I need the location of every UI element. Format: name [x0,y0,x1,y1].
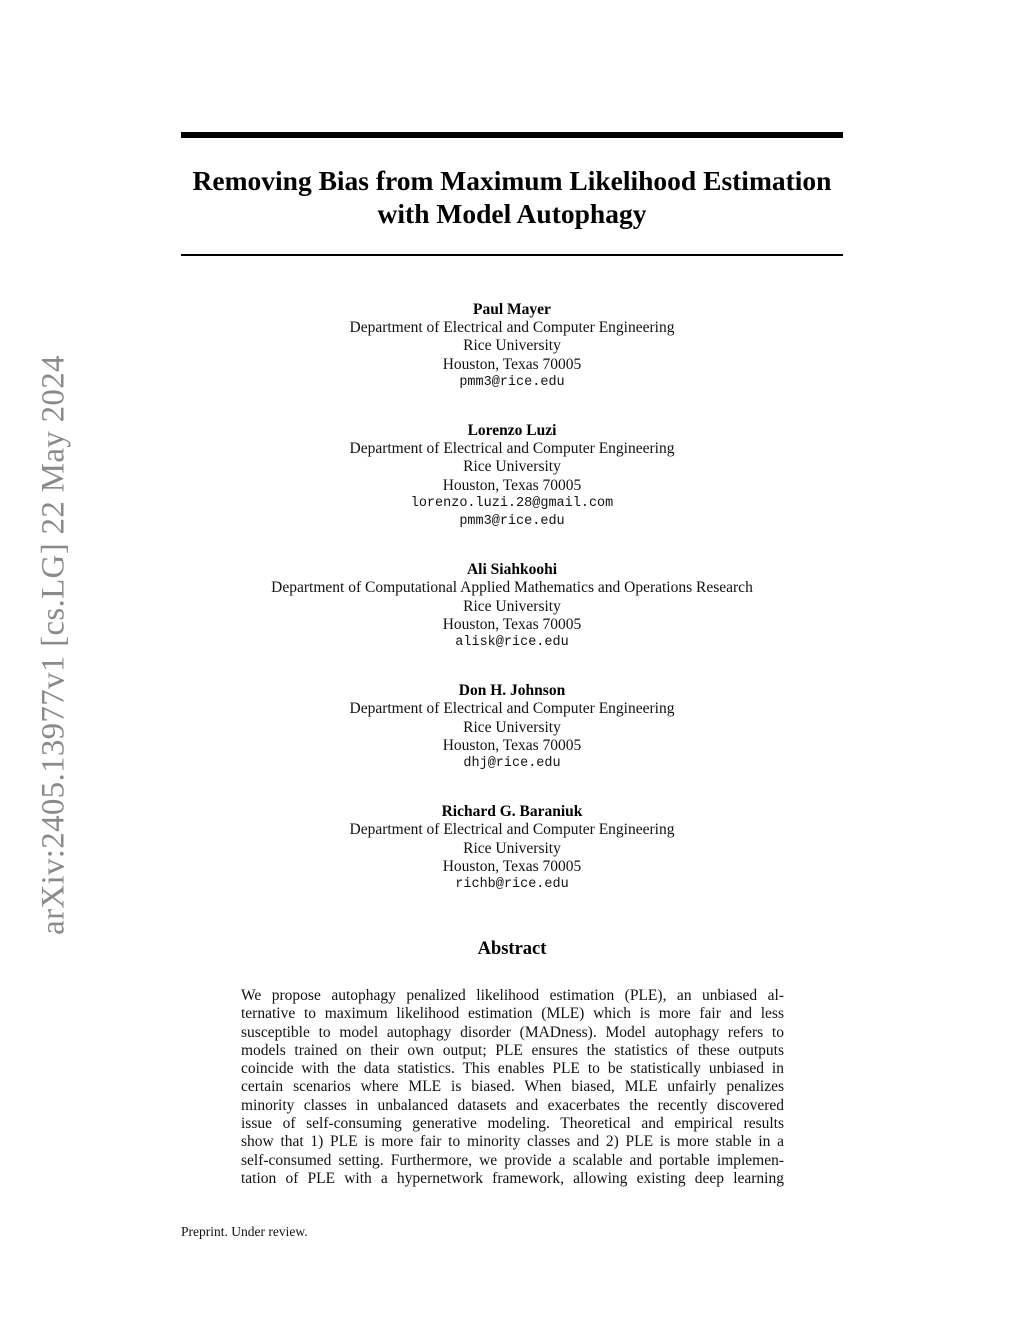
author-block [181,561,843,652]
author-institution: Rice University [463,839,561,857]
title-top-rule [181,132,843,138]
author-email[interactable]: alisk@rice.edu [455,635,569,651]
author-name: Lorenzo Luzi [467,422,557,440]
author-location: Houston, Texas 70005 [442,857,582,875]
author-location: Houston, Texas 70005 [442,615,582,633]
author-name: Don H. Johnson [458,682,566,700]
author-name: Ali Siahkoohi [466,561,558,579]
author-email[interactable]: dhj@rice.edu [463,756,561,772]
author-block [181,682,843,773]
author-block [181,301,843,392]
abstract-line: ternative to maximum likelihood estimation (MLE) which is more fair and less [241,1005,784,1023]
paper-title-line-1: Removing Bias from Maximum Likelihood Estimation [192,165,832,196]
paper-title-line-2: with Model Autophagy [377,198,647,229]
abstract-line: susceptible to model autophagy disorder (MADness). Model autophagy refers to [241,1023,784,1041]
author-name: Paul Mayer [473,301,551,318]
abstract-line: models trained on their own output; PLE ensures the statistics of these outputs [241,1041,784,1059]
author-list [181,301,843,924]
author-department: Department of Electrical and Computer Engineering [349,440,675,458]
abstract-heading: Abstract [477,939,547,959]
author-institution: Rice University [463,597,561,615]
preprint-footnote: Preprint. Under review. [181,1224,308,1239]
abstract-body [241,987,784,1188]
paper-title [181,164,843,230]
author-department: Department of Computational Applied Mathematics and Operations Research [271,579,753,597]
author-department: Department of Electrical and Computer Engineering [349,319,675,337]
abstract-line: minority classes in unbalanced datasets and exacerbates the recently discovered [241,1096,784,1114]
author-email[interactable]: pmm3@rice.edu [459,374,565,390]
author-email[interactable]: pmm3@rice.edu [459,514,565,530]
author-name: Richard G. Baraniuk [441,803,583,821]
author-institution: Rice University [463,337,561,355]
author-institution: Rice University [463,718,561,736]
author-location: Houston, Texas 70005 [442,736,582,754]
author-location: Houston, Texas 70005 [442,476,582,494]
author-email[interactable]: lorenzo.luzi.28@gmail.com [410,495,614,511]
abstract-line: issue of self-consuming generative modeling. Theoretical and empirical results [241,1115,784,1133]
abstract-line: self-consumed setting. Furthermore, we provide a scalable and portable implemen- [241,1151,784,1169]
abstract-line: coincide with the data statistics. This enables PLE to be statistically unbiased in [241,1060,784,1078]
abstract-line: show that 1) PLE is more fair to minority classes and 2) PLE is more stable in a [241,1133,784,1151]
author-block [181,422,843,531]
abstract-line: We propose autophagy penalized likelihood estimation (PLE), an unbiased al- [241,987,784,1004]
author-department: Department of Electrical and Computer Engineering [349,700,675,718]
author-email[interactable]: richb@rice.edu [455,877,569,893]
abstract-line: tation of PLE with a hypernetwork framework, allowing existing deep learning [241,1169,784,1187]
author-location: Houston, Texas 70005 [442,355,582,373]
title-bottom-rule [181,254,843,256]
author-department: Department of Electrical and Computer Engineering [349,821,675,839]
abstract-line: certain scenarios where MLE is biased. When biased, MLE unfairly penalizes [241,1078,784,1096]
author-institution: Rice University [463,458,561,476]
author-block [181,803,843,894]
arxiv-identifier-stamp: arXiv:2405.13977v1 [cs.LG] 22 May 2024 [35,355,72,935]
